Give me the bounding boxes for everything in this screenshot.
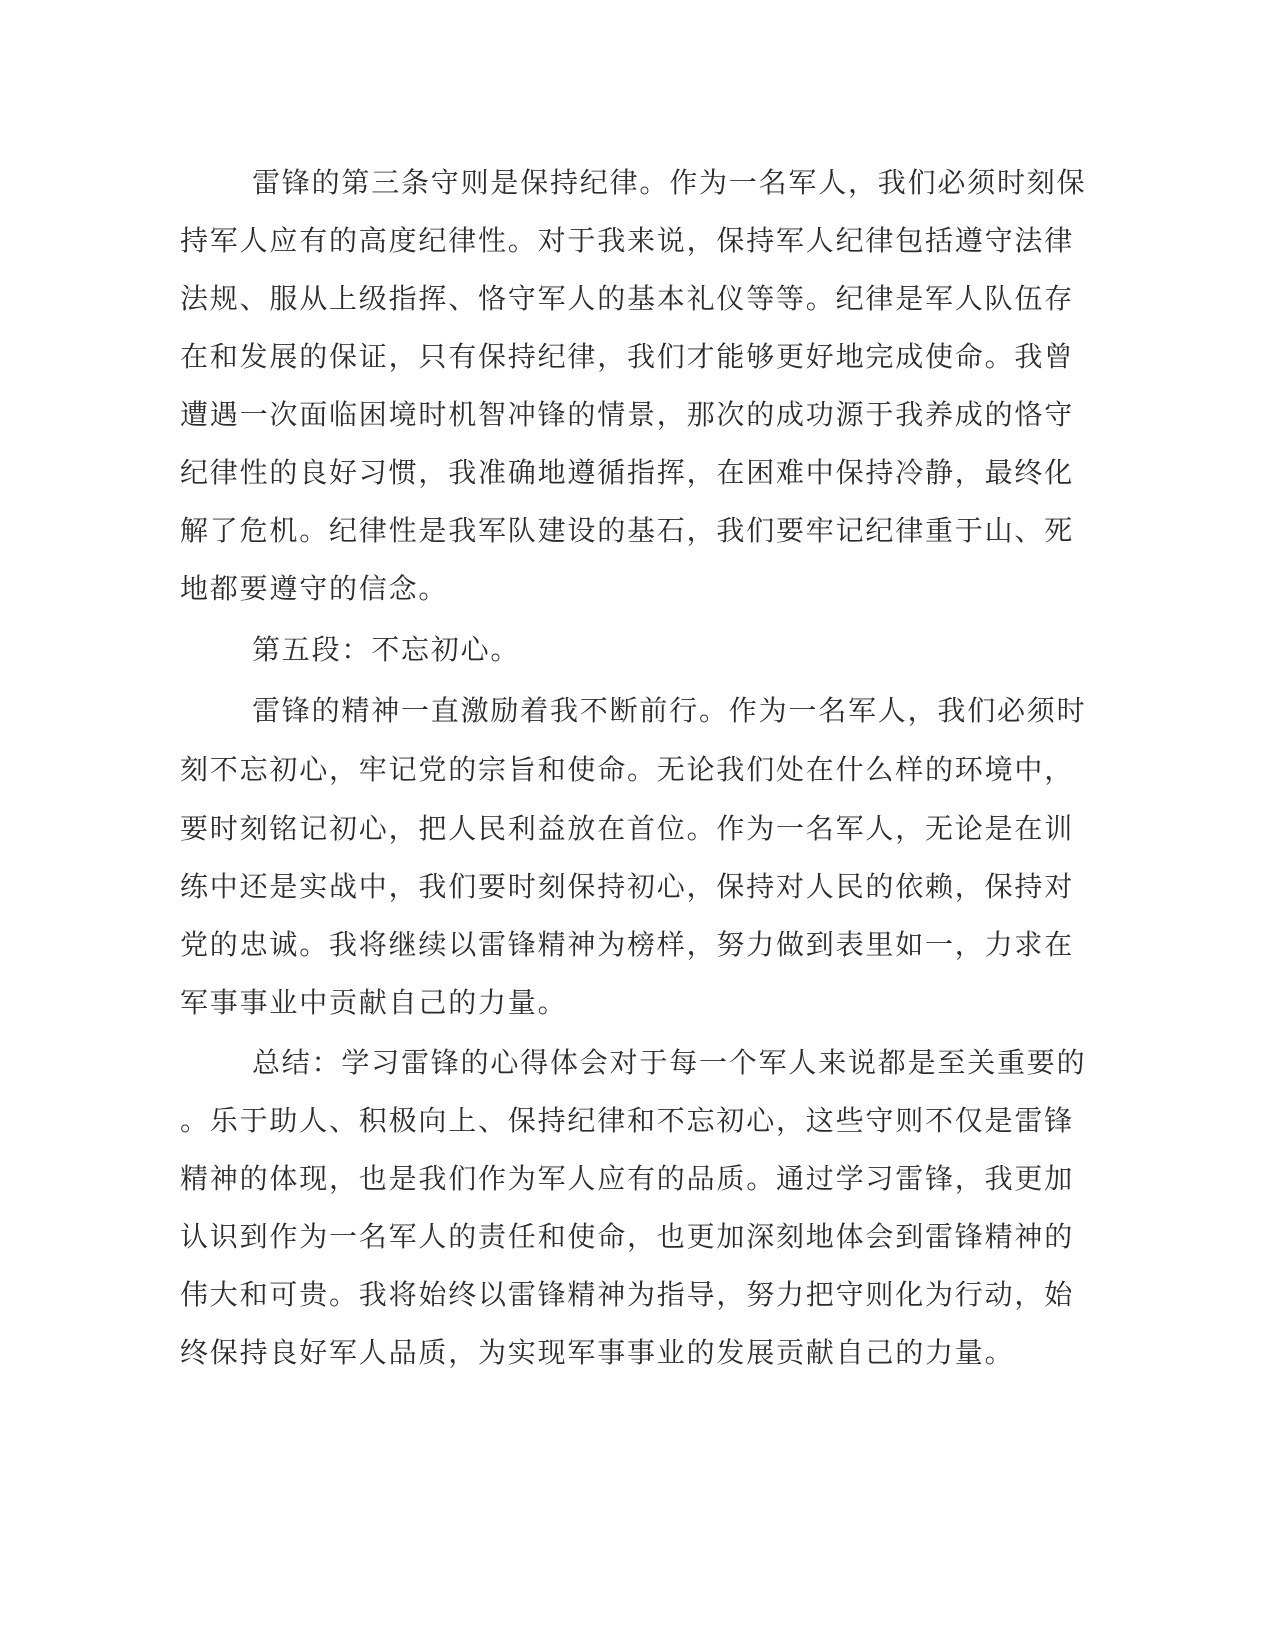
paragraph-line: 遭遇一次面临困境时机智冲锋的情景，那次的成功源于我养成的恪守 [180,398,1075,431]
summary-line: 伟大和可贵。我将始终以雷锋精神为指导，努力把守则化为行动，始 [180,1278,1075,1311]
paragraph-line: 解了危机。纪律性是我军队建设的基石，我们要牢记纪律重于山、死 [180,514,1075,547]
summary-line: 总结：学习雷锋的心得体会对于每一个军人来说都是至关重要的 [252,1046,1087,1079]
paragraph-line: 在和发展的保证，只有保持纪律，我们才能够更好地完成使命。我曾 [180,340,1075,373]
paragraph-line: 刻不忘初心，牢记党的宗旨和使命。无论我们处在什么样的环境中， [180,753,1075,786]
paragraph-line: 练中还是实战中，我们要时刻保持初心，保持对人民的依赖，保持对 [180,870,1075,903]
paragraph-line: 雷锋的第三条守则是保持纪律。作为一名军人，我们必须时刻保 [252,166,1087,199]
paragraph-line: 地都要遵守的信念。 [180,572,449,605]
summary-line: 终保持良好军人品质，为实现军事事业的发展贡献自己的力量。 [180,1336,1015,1369]
summary-line: 。乐于助人、积极向上、保持纪律和不忘初心，这些守则不仅是雷锋 [180,1104,1075,1137]
paragraph-line: 纪律性的良好习惯，我准确地遵循指挥，在困难中保持冷静，最终化 [180,456,1075,489]
paragraph-line: 法规、服从上级指挥、恪守军人的基本礼仪等等。纪律是军人队伍存 [180,282,1075,315]
paragraph-line: 党的忠诚。我将继续以雷锋精神为榜样，努力做到表里如一，力求在 [180,928,1075,961]
summary-line: 认识到作为一名军人的责任和使命，也更加深刻地体会到雷锋精神的 [180,1220,1075,1253]
summary-line: 精神的体现，也是我们作为军人应有的品质。通过学习雷锋，我更加 [180,1162,1075,1195]
paragraph-line: 雷锋的精神一直激励着我不断前行。作为一名军人，我们必须时 [252,694,1087,727]
section-heading: 第五段：不忘初心。 [252,633,521,666]
paragraph-line: 持军人应有的高度纪律性。对于我来说，保持军人纪律包括遵守法律 [180,224,1075,257]
paragraph-line: 要时刻铭记初心，把人民利益放在首位。作为一名军人，无论是在训 [180,812,1075,845]
paragraph-line: 军事事业中贡献自己的力量。 [180,986,568,1019]
